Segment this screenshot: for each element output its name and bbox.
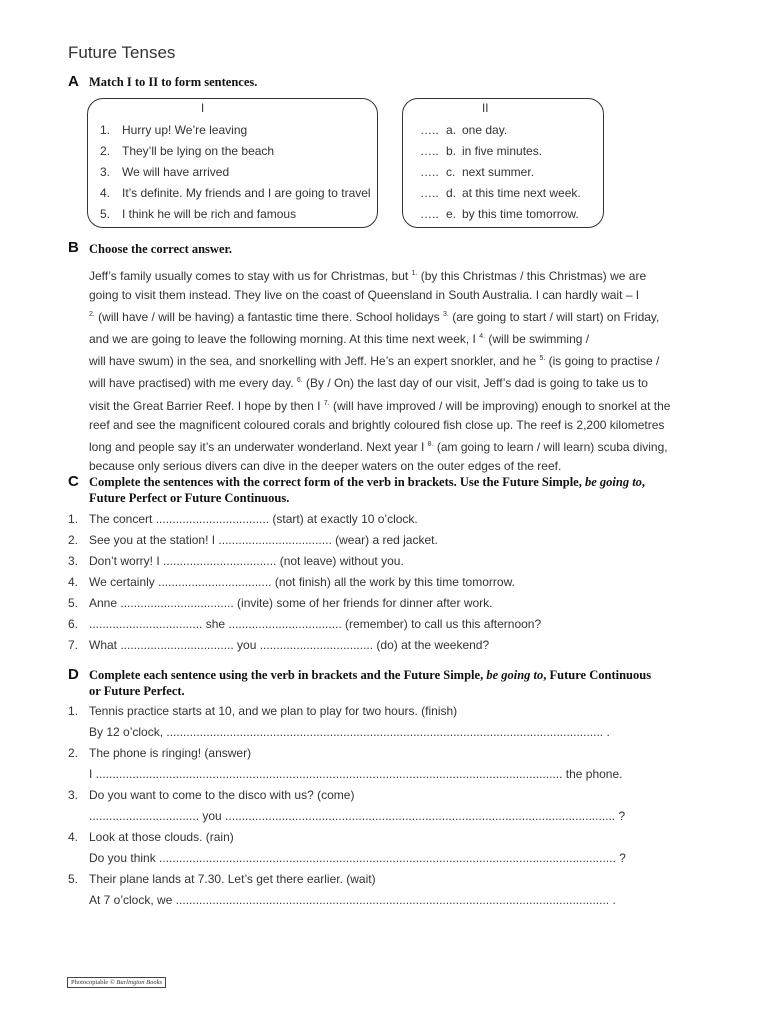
item-number: 3. <box>68 788 79 802</box>
match-right-item <box>420 207 579 221</box>
passage-text: (is going to practise / <box>545 354 660 369</box>
passage-line <box>89 371 689 393</box>
answer-line[interactable]: ................................. you ..................................................................................................................... ? <box>89 809 626 823</box>
item-text: one day. <box>462 123 508 137</box>
section-c-letter: C <box>68 473 79 490</box>
passage-text: (will have / will be having) a fantastic time there. School holidays <box>94 310 444 325</box>
column-ii-heading: II <box>482 103 489 115</box>
passage-line <box>89 435 689 457</box>
section-b-instruction: Choose the correct answer. <box>89 242 233 256</box>
gap-number: 6. <box>296 377 303 385</box>
gap-number: 5. <box>539 355 546 363</box>
gap-number: 4. <box>479 333 486 341</box>
match-left-item <box>100 186 371 200</box>
passage-line <box>89 457 689 476</box>
item-text: We will have arrived <box>122 165 230 179</box>
passage-text: Jeff’s family usually comes to stay with us for Christmas, but <box>89 269 412 283</box>
answer-blank[interactable]: ….. <box>420 165 439 179</box>
answer-blank[interactable]: ….. <box>420 207 439 221</box>
match-left-item <box>100 144 274 158</box>
answer-blank[interactable]: ….. <box>420 186 439 200</box>
section-c-instruction-line1: Complete the sentences with the correct form of the verb in brackets. Use the Future Simple, be going to, <box>89 475 646 489</box>
item-number: 1. <box>68 704 79 718</box>
passage-text: (will be swimming / <box>485 332 590 347</box>
item-number: 3. <box>100 165 111 179</box>
exercise-prompt <box>68 746 251 760</box>
item-number: 2. <box>100 144 111 158</box>
item-text: Hurry up! We’re leaving <box>122 123 248 137</box>
page-title: Future Tenses <box>68 43 176 62</box>
prompt-text: Do you want to come to the disco with us? (come) <box>89 788 355 802</box>
answer-line[interactable]: By 12 o’clock, ................................................................................................................................... . <box>89 725 610 739</box>
exercise-prompt <box>68 872 376 886</box>
item-number: 1. <box>68 512 79 526</box>
item-number: 7. <box>68 638 79 652</box>
item-number: 5. <box>100 207 111 221</box>
item-sentence[interactable]: See you at the station! I .................................. (wear) a red jacket. <box>89 533 438 547</box>
exercise-prompt <box>68 830 234 844</box>
section-a-letter: A <box>68 73 79 90</box>
item-letter: d. <box>446 186 457 200</box>
answer-line[interactable]: At 7 o’clock, we .................................................................................................................................. . <box>89 893 616 907</box>
passage-text: (are going to start / will start) on Friday, <box>448 310 660 325</box>
section-d-instruction-line1: Complete each sentence using the verb in brackets and the Future Simple, be going to, Future Continuous <box>89 668 652 682</box>
item-sentence[interactable]: Anne .................................. (invite) some of her friends for dinner after work. <box>89 596 493 610</box>
gap-number: 1. <box>411 270 418 277</box>
match-left-item <box>100 123 247 137</box>
passage-text: long and people say it’s an underwater wonderland. Next year I <box>89 439 428 454</box>
passage-text: (will have improved / will be improving) enough to snorkel at the <box>329 398 671 413</box>
item-sentence[interactable]: The concert .................................. (start) at exactly 10 o’clock. <box>89 512 418 526</box>
item-letter: b. <box>446 144 457 158</box>
item-text: It’s definite. My friends and I are going to travel <box>122 186 371 200</box>
prompt-text: Look at those clouds. (rain) <box>89 830 234 844</box>
passage-text: going to visit them instead. They live on the coast of Queensland in South Australia. I can hardly wait – I <box>89 288 640 303</box>
section-a-instruction: Match I to II to form sentences. <box>89 75 258 89</box>
passage-text: (am going to learn / will learn) scuba diving, <box>433 439 668 454</box>
item-sentence[interactable]: We certainly .................................. (not finish) all the work by this time tomorrow. <box>89 575 515 589</box>
match-left-item <box>100 207 296 221</box>
item-sentence[interactable]: Don’t worry! I .................................. (not leave) without you. <box>89 554 404 568</box>
passage-line <box>89 416 689 435</box>
match-left-item <box>100 165 229 179</box>
passage-text: and we are going to leave the following morning. At this time next week, I <box>89 332 480 347</box>
section-d-instruction-line2: or Future Perfect. <box>89 684 185 698</box>
item-number: 4. <box>68 575 79 589</box>
passage-text: reef and see the magnificent coloured corals and brightly coloured fish close up. The reef is 2,200 kilometres <box>89 417 665 432</box>
passage-line <box>89 349 689 371</box>
item-number: 5. <box>68 872 79 886</box>
exercise-item <box>68 617 541 631</box>
item-sentence[interactable]: What .................................. you .................................. (do) at the weekend? <box>89 638 490 652</box>
passage-text: will have practised) with me every day. <box>89 376 297 391</box>
item-number: 6. <box>68 617 79 631</box>
gap-number: 2. <box>89 311 95 319</box>
section-b-letter: B <box>68 239 79 256</box>
passage-line <box>89 286 689 305</box>
item-sentence[interactable]: .................................. she .................................. (remember) to call us this afternoon? <box>89 617 542 631</box>
match-right-item <box>420 186 581 200</box>
exercise-item <box>68 533 438 547</box>
passage-text: (by this Christmas / this Christmas) we are <box>417 269 647 283</box>
passage-line <box>89 394 689 416</box>
exercise-prompt <box>68 704 457 718</box>
section-c-instruction-line2: Future Perfect or Future Continuous. <box>89 491 290 505</box>
item-number: 4. <box>68 830 79 844</box>
gap-number: 3. <box>443 311 449 319</box>
section-d-letter: D <box>68 666 79 683</box>
exercise-item <box>68 575 515 589</box>
item-text: in five minutes. <box>462 144 543 158</box>
match-right-item <box>420 123 507 137</box>
prompt-text: The phone is ringing! (answer) <box>89 746 252 760</box>
answer-blank[interactable]: ….. <box>420 144 439 158</box>
answer-blank[interactable]: ….. <box>420 123 439 137</box>
exercise-item <box>68 554 404 568</box>
passage-line <box>89 264 689 286</box>
item-text: by this time tomorrow. <box>462 207 579 221</box>
gap-number: 7. <box>323 399 330 407</box>
item-letter: c. <box>446 165 456 179</box>
item-letter: a. <box>446 123 457 137</box>
gap-number: 8. <box>427 440 434 448</box>
passage-text: because only serious divers can dive in the deeper waters on the outer edges of the reef. <box>89 458 562 473</box>
exercise-item <box>68 638 489 652</box>
reading-passage <box>89 264 689 476</box>
item-number: 1. <box>100 123 111 137</box>
prompt-text: Their plane lands at 7.30. Let’s get there earlier. (wait) <box>89 872 376 886</box>
item-number: 2. <box>68 533 79 547</box>
passage-text: visit the Great Barrier Reef. I hope by then I <box>89 398 324 413</box>
item-number: 5. <box>68 596 79 610</box>
passage-line <box>89 305 689 327</box>
match-right-item <box>420 165 534 179</box>
item-number: 2. <box>68 746 79 760</box>
answer-line[interactable]: Do you think ......................................................................................................................................... ? <box>89 851 626 865</box>
item-number: 4. <box>100 186 111 200</box>
passage-text: will have swum) in the sea, and snorkelling with Jeff. He’s an expert snorkler, and he <box>89 354 540 369</box>
exercise-prompt <box>68 788 354 802</box>
passage-text: (By / On) the last day of our visit, Jeff’s dad is going to take us to <box>302 376 648 391</box>
copyright-footer: Photocopiable © Burlington Books <box>67 977 166 988</box>
item-letter: e. <box>446 207 457 221</box>
item-text: I think he will be rich and famous <box>122 207 297 221</box>
answer-line[interactable]: I ............................................................................................................................................ the phone. <box>89 767 623 781</box>
column-i-heading: I <box>201 103 205 115</box>
match-right-item <box>420 144 542 158</box>
item-text: next summer. <box>462 165 535 179</box>
exercise-item <box>68 596 492 610</box>
item-text: They’ll be lying on the beach <box>122 144 275 158</box>
prompt-text: Tennis practice starts at 10, and we plan to play for two hours. (finish) <box>89 704 458 718</box>
item-number: 3. <box>68 554 79 568</box>
item-text: at this time next week. <box>462 186 581 200</box>
exercise-item <box>68 512 418 526</box>
passage-line <box>89 327 689 349</box>
